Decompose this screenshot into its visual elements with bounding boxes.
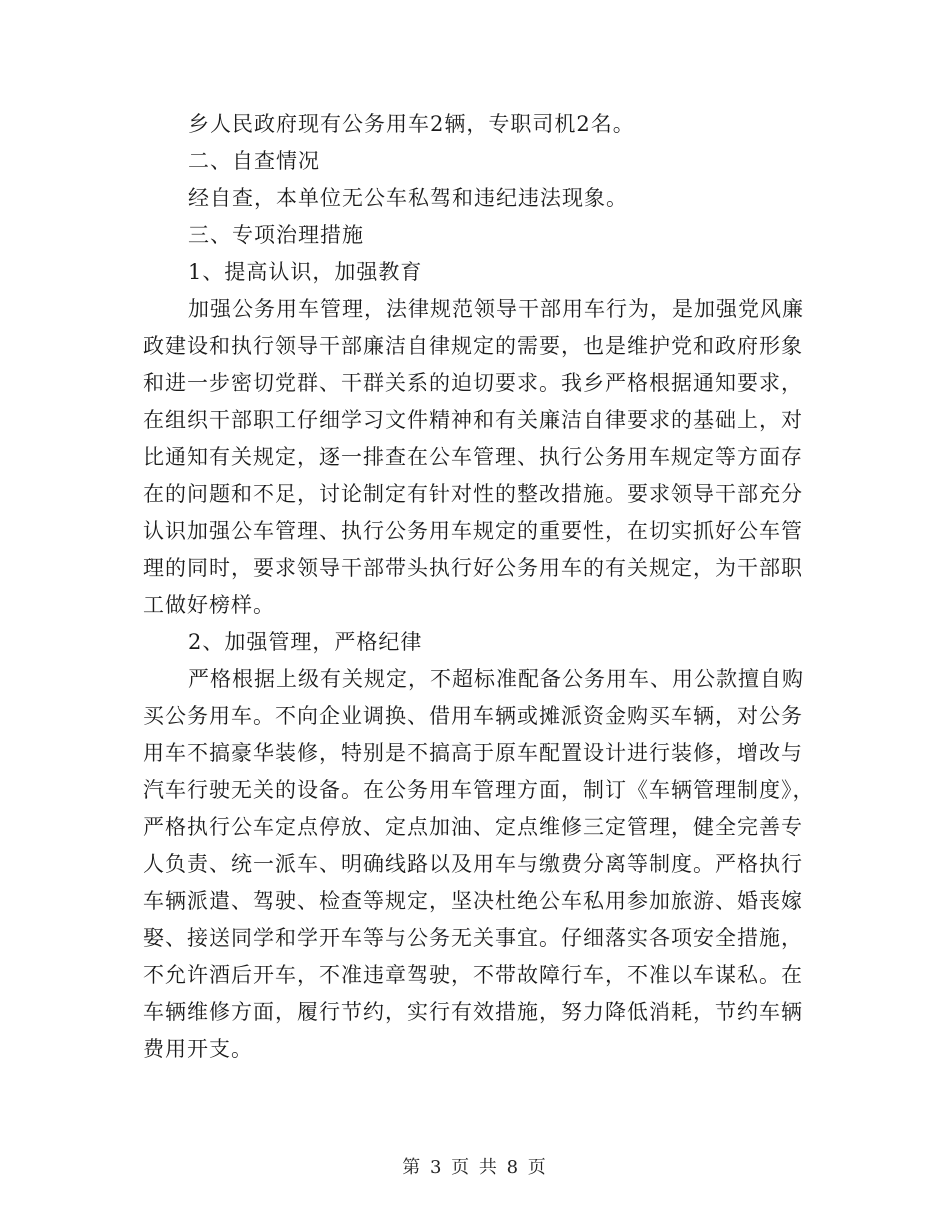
paragraph-line: 车辆派遣、驾驶、检查等规定，坚决杜绝公车私用参加旅游、婚丧嫁 (143, 889, 803, 913)
paragraph-line: 用车不搞豪华装修，特别是不搞高于原车配置设计进行装修，增改与 (143, 741, 803, 765)
paragraph-line: 在的问题和不足，讨论制定有针对性的整改措施。要求领导干部充分 (143, 482, 803, 506)
text-line: 乡人民政府现有公务用车2辆，专职司机2名。 (188, 112, 635, 136)
section-heading: 二、自查情况 (188, 149, 320, 173)
paragraph-line: 娶、接送同学和学开车等与公务无关事宜。仔细落实各项安全措施， (143, 926, 803, 950)
paragraph-line: 和进一步密切党群、干群关系的迫切要求。我乡严格根据通知要求， (143, 371, 803, 395)
subsection-heading: 2、加强管理，严格纪律 (188, 630, 423, 654)
paragraph-line: 认识加强公车管理、执行公务用车规定的重要性，在切实抓好公车管 (143, 519, 803, 543)
paragraph-line: 比通知有关规定，逐一排查在公车管理、执行公务用车规定等方面存 (143, 445, 803, 469)
paragraph-line: 政建设和执行领导干部廉洁自律规定的需要，也是维护党和政府形象 (143, 334, 803, 358)
paragraph-line: 不允许酒后开车，不准违章驾驶，不带故障行车，不准以车谋私。在 (143, 963, 803, 987)
subsection-heading: 1、提高认识，加强教育 (188, 260, 423, 284)
paragraph-management (143, 661, 815, 1068)
paragraph-line: 工做好榜样。 (143, 593, 275, 617)
paragraph-line: 汽车行驶无关的设备。在公务用车管理方面，制订《车辆管理制度》， (143, 778, 815, 802)
paragraph-line: 人负责、统一派车、明确线路以及用车与缴费分离等制度。严格执行 (143, 852, 803, 876)
paragraph-line: 理的同时，要求领导干部带头执行好公务用车的有关规定，为干部职 (143, 556, 803, 580)
paragraph-line: 车辆维修方面，履行节约，实行有效措施，努力降低消耗，节约车辆 (143, 1000, 803, 1024)
paragraph-line: 在组织干部职工仔细学习文件精神和有关廉洁自律要求的基础上，对 (143, 408, 803, 432)
paragraph-line: 严格根据上级有关规定，不超标准配备公务用车、用公款擅自购 (188, 667, 804, 691)
document-body (143, 106, 815, 1068)
text-line: 经自查，本单位无公车私驾和违纪违法现象。 (188, 186, 628, 210)
paragraph-line: 严格执行公车定点停放、定点加油、定点维修三定管理，健全完善专 (143, 815, 803, 839)
paragraph-education (143, 291, 807, 624)
paragraph-line: 费用开支。 (143, 1037, 253, 1061)
paragraph-line: 加强公务用车管理，法律规范领导干部用车行为，是加强党风廉 (188, 297, 804, 321)
paragraph-line: 买公务用车。不向企业调换、借用车辆或摊派资金购买车辆，对公务 (143, 704, 803, 728)
section-heading: 三、专项治理措施 (188, 223, 364, 247)
page-number-footer: 第 3 页 共 8 页 (402, 1157, 548, 1178)
